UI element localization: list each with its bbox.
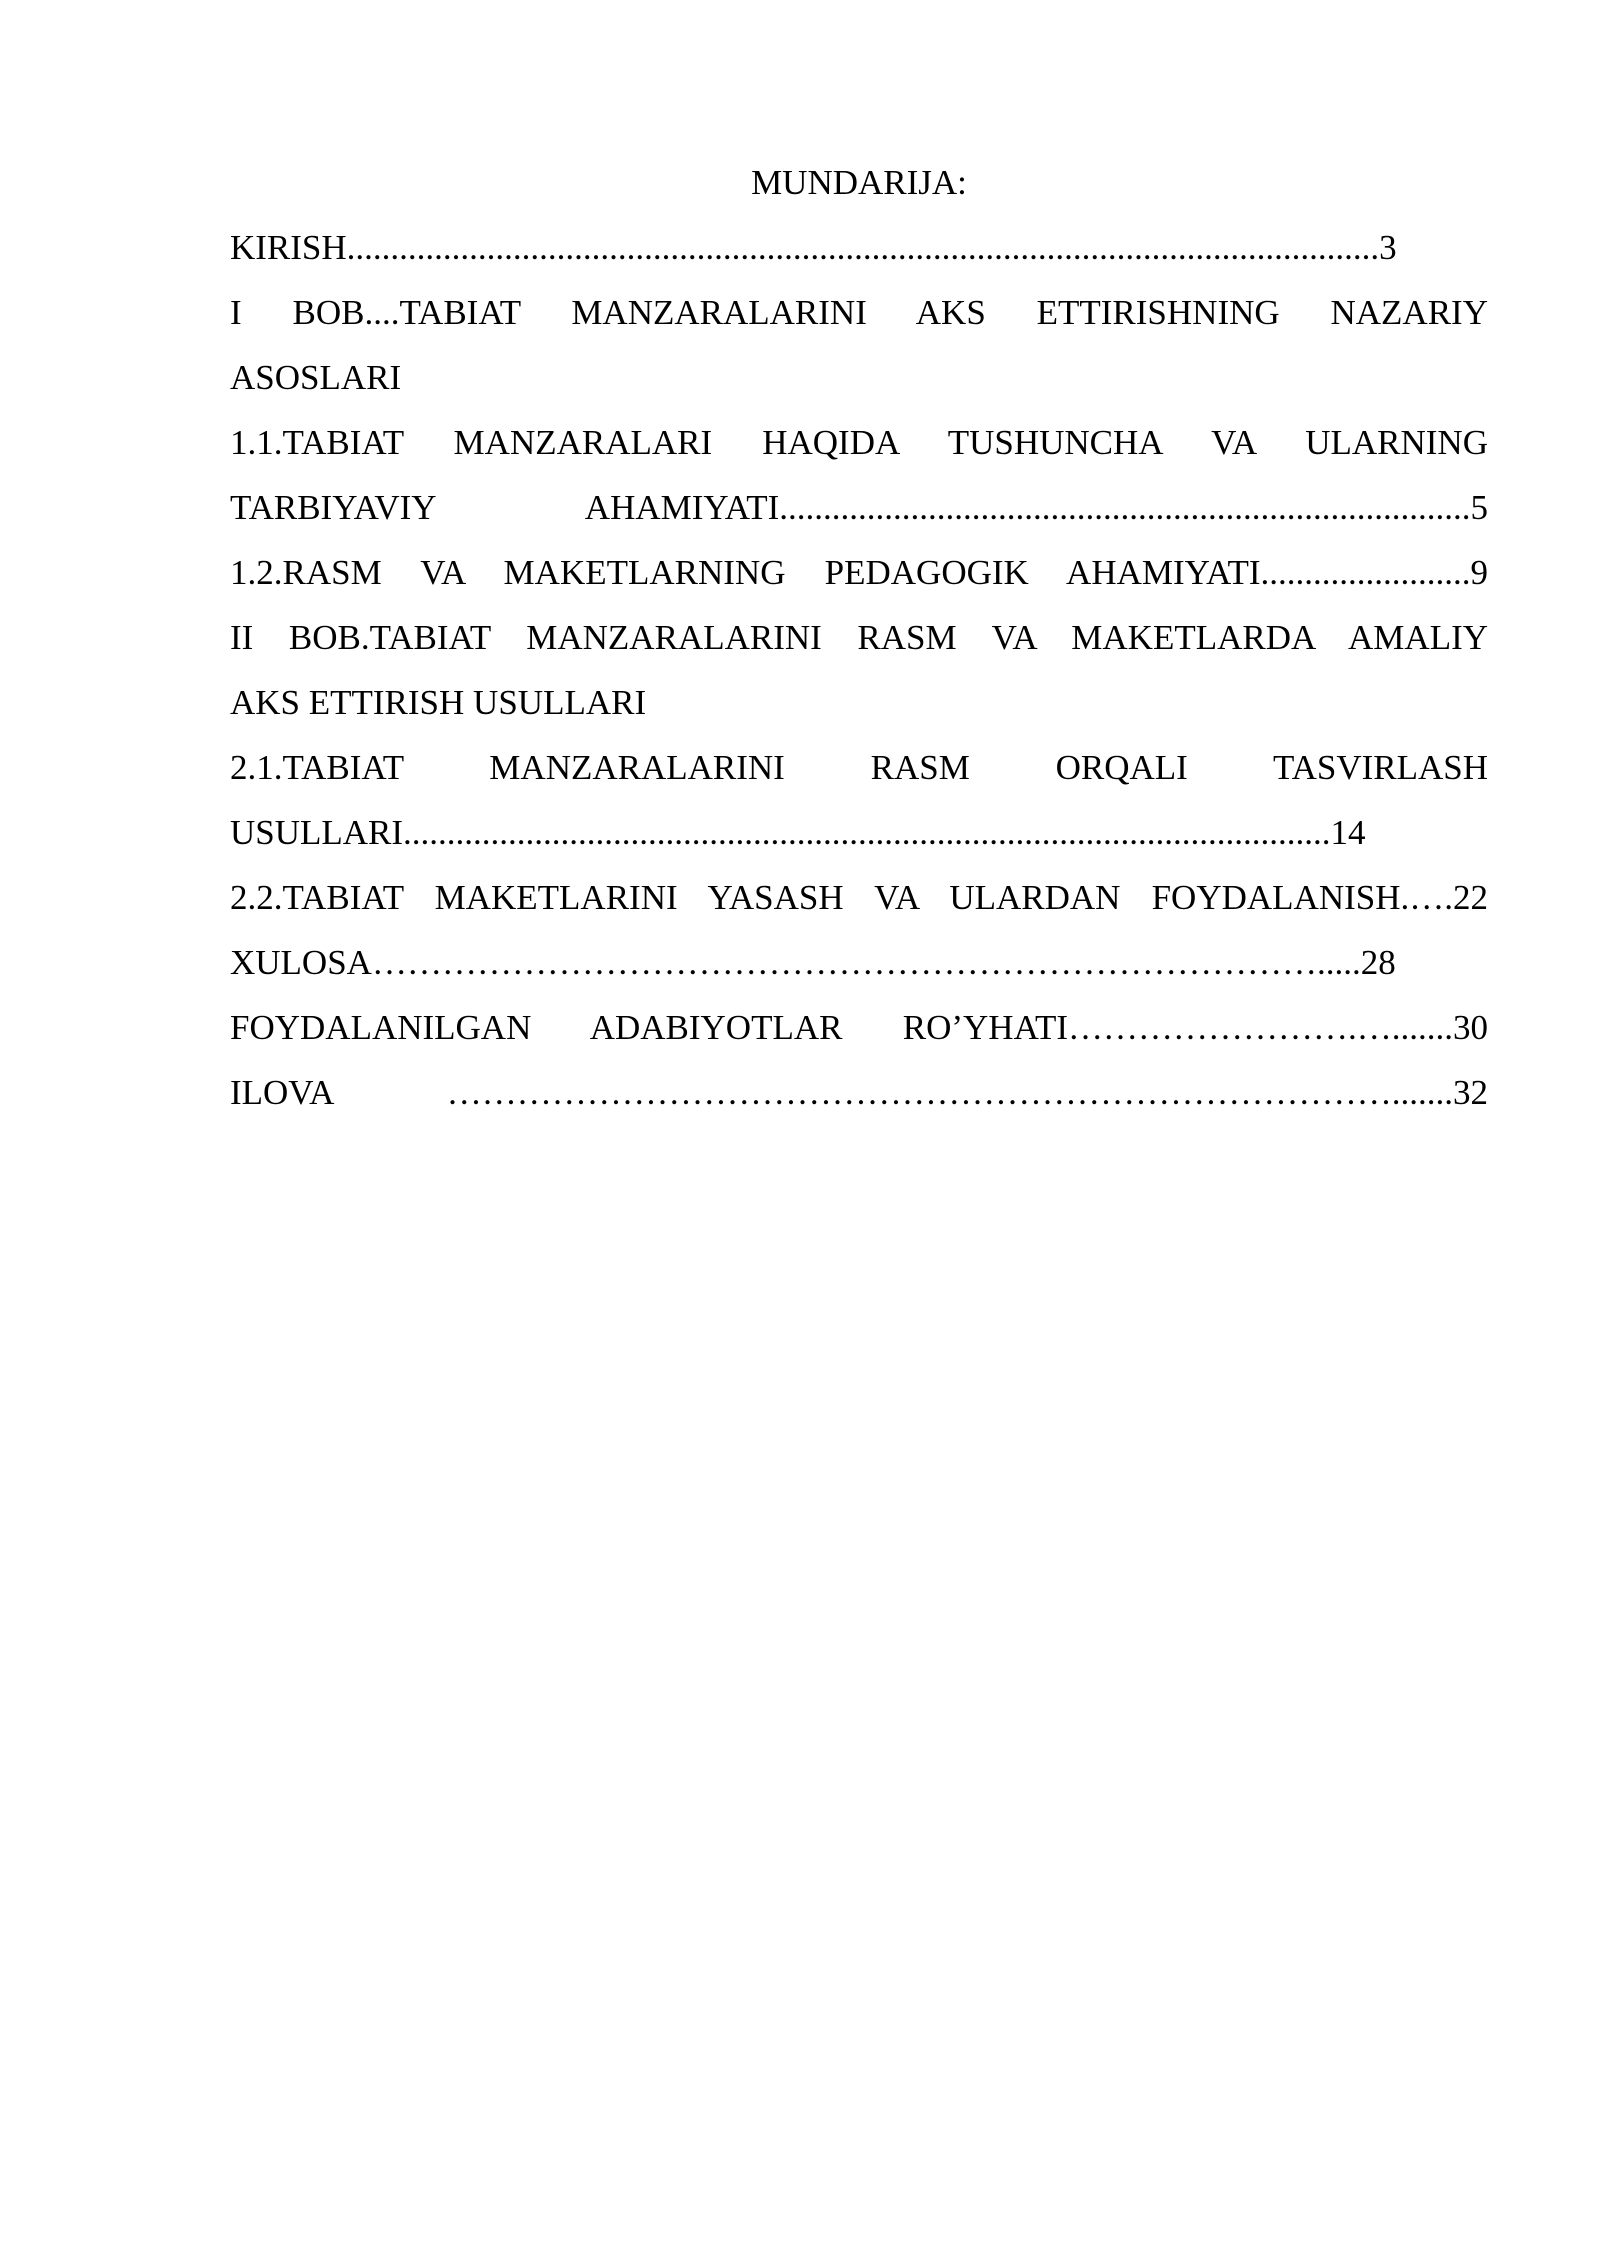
toc-entry-chapter-1: I BOB....TABIAT MANZARALARINI AKS ETTIRISHNING NAZARIY <box>230 293 1488 332</box>
toc-entry-chapter-2-cont: AKS ETTIRISH USULLARI <box>230 683 647 722</box>
toc-entry-1-2: 1.2.RASM VA MAKETLARNING PEDAGOGIK AHAMIYATI........................9 <box>230 553 1488 592</box>
toc-entry-2-1: 2.1.TABIAT MANZARALARINI RASM ORQALI TASVIRLASH <box>230 748 1488 787</box>
toc-entry-xulosa: XULOSA……………………………………………………………………….....28 <box>230 943 1396 982</box>
toc-entry-2-2: 2.2.TABIAT MAKETLARINI YASASH VA ULARDAN FOYDALANISH.….22 <box>230 878 1488 917</box>
toc-entry-ilova: ILOVA ……………………………………………………………………….......32 <box>230 1073 1488 1112</box>
toc-entry-kirish: KIRISH......................................................................................................................3 <box>230 228 1397 267</box>
toc-entry-1-1-cont: TARBIYAVIY AHAMIYATI...............................................................................5 <box>230 488 1488 527</box>
toc-entry-bibliography: FOYDALANILGAN ADABIYOTLAR RO’YHATI…………………….….......30 <box>230 1008 1488 1047</box>
toc-entry-1-1: 1.1.TABIAT MANZARALARI HAQIDA TUSHUNCHA VA ULARNING <box>230 423 1488 462</box>
toc-entry-chapter-1-cont: ASOSLARI <box>230 358 402 397</box>
toc-title: MUNDARIJA: <box>751 163 967 202</box>
toc-entry-2-1-cont: USULLARI..........................................................................................................14 <box>230 813 1366 852</box>
toc-entry-chapter-2: II BOB.TABIAT MANZARALARINI RASM VA MAKETLARDA AMALIY <box>230 618 1488 657</box>
table-of-contents <box>230 150 1488 1125</box>
